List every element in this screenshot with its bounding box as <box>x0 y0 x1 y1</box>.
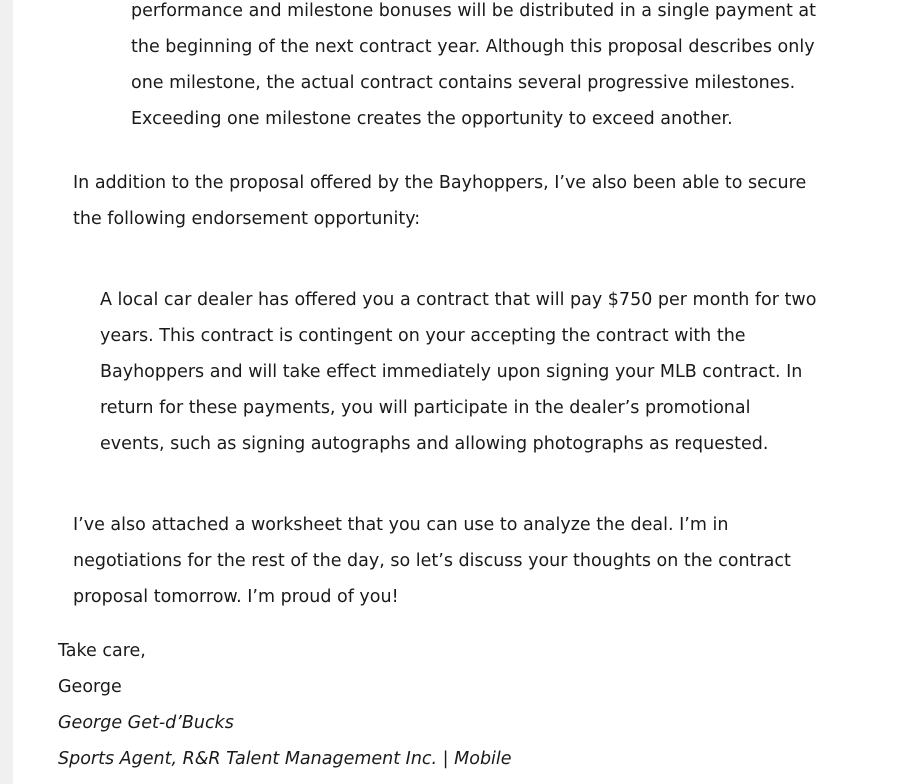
signature-title: Sports Agent, R&R Talent Management Inc. | Mobile <box>58 749 512 769</box>
text-line: the following endorsement opportunity: <box>73 209 421 229</box>
email-body <box>13 0 912 784</box>
intro-paragraph <box>73 165 806 237</box>
text-line: Exceeding one milestone creates the opportunity to exceed another. <box>131 109 733 129</box>
text-line: performance and milestone bonuses will be distributed in a single payment at <box>131 1 817 21</box>
text-line: one milestone, the actual contract contains several progressive milestones. <box>131 73 796 93</box>
text-line: I’ve also attached a worksheet that you can use to analyze the deal. I’m in <box>73 515 729 535</box>
text-line: the beginning of the next contract year. Although this proposal describes only <box>131 37 815 57</box>
signer-first-name: George <box>58 677 122 697</box>
text-line: events, such as signing autographs and allowing photographs as requested. <box>100 434 769 454</box>
text-line: A local car dealer has offered you a contract that will pay $750 per month for two <box>100 290 817 310</box>
endorsement-paragraph <box>100 282 816 462</box>
text-line: years. This contract is contingent on your accepting the contract with the <box>100 326 746 346</box>
signoff: Take care, <box>58 641 146 661</box>
text-line: proposal tomorrow. I’m proud of you! <box>73 587 399 607</box>
text-line: Bayhoppers and will take effect immediately upon signing your MLB contract. In <box>100 362 803 382</box>
text-line: return for these payments, you will participate in the dealer’s promotional <box>100 398 751 418</box>
signature-name: George Get-d’Bucks <box>58 713 234 733</box>
milestone-paragraph <box>131 0 816 137</box>
text-line: negotiations for the rest of the day, so let’s discuss your thoughts on the contract <box>73 551 791 571</box>
closing-paragraph <box>73 507 791 615</box>
text-line: In addition to the proposal offered by the Bayhoppers, I’ve also been able to secure <box>73 173 807 193</box>
